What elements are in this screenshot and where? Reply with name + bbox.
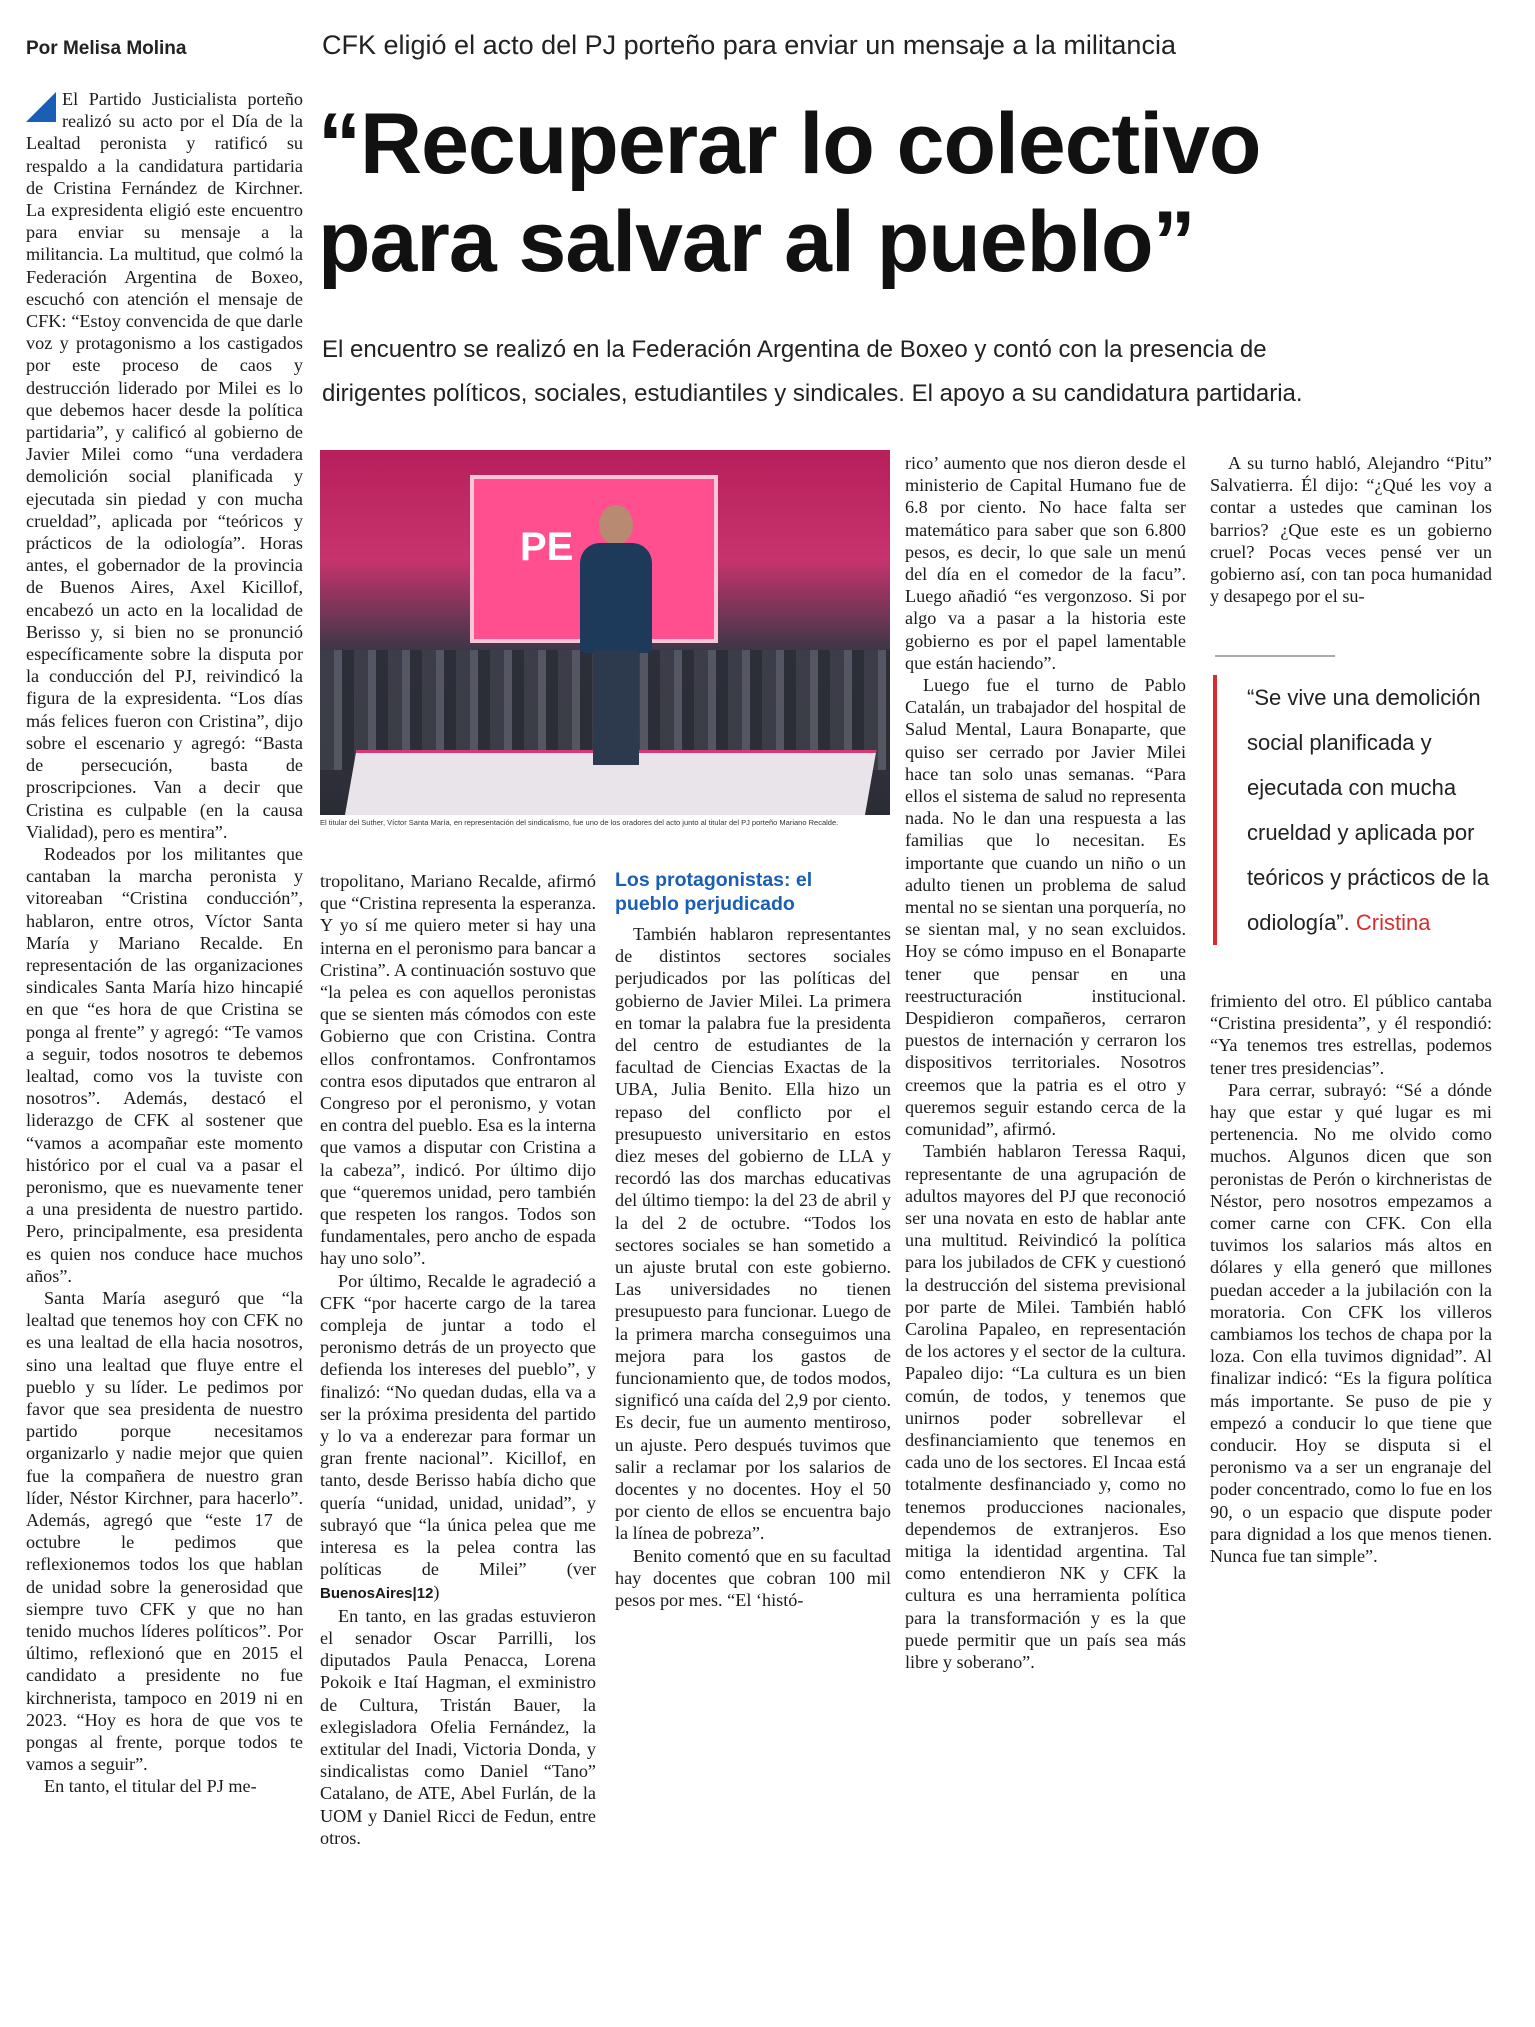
paragraph: En tanto, en las gradas estuvieron el senador Oscar Parrilli, los diputados Paula Penacca, Lorena Pokoik e Itaí Hagman, el exministro de Cultura, Tristán Bauer, la exlegisladora Ofelia Fernández, la extitular del Inadi, Victoria Donda, y sindicalistas como Daniel “Tano” Catalano, de ATE, Abel Furlán, de la UOM y Daniel Ricci de Fedun, entre otros. [320,1605,596,1848]
pullquote-attribution: Cristina [1355,910,1431,935]
speaker-figure [575,505,655,775]
subheadline-line: dirigentes políticos, sociales, estudiantiles y sindicales. El apoyo a su candidatura partidaria. [322,380,1303,407]
section-subhead: Los protagonistas: el pueblo perjudicado [615,869,813,915]
paragraph-text: Por último, Recalde le agradeció a CFK “por hacerte cargo de la tarea compleja de juntar a todo el peronismo detrás de un proyecto que defienda los intereses del pueblo”, y finalizó: “No quedan dudas, ella va a ser la próxima presidenta del partido y lo va a enderezar para formar un gran frente nacional”. Kicillof, en tanto, desde Berisso había dicho que quería “unidad, unidad, unidad”, y subrayó que “la única pelea que me interesa es la pelea contra las políticas de Milei” (ver [320,1270,596,1580]
article-photo [320,450,890,815]
paragraph [320,1270,596,1605]
pullquote [1213,675,1503,945]
article-column-6 [1210,990,1492,1567]
paragraph: Luego fue el turno de Pablo Catalán, un trabajador del hospital de Salud Mental, Laura Bonaparte, que quiso ser cerrado por Javier Milei hace tan solo unas semanas. “Para ellos el sistema de salud no representa nada. No le dan una respuesta a las familias que lo necesitan. Es importante que cuando un niño o un adulto tienen un problema de salud mental no se sientan una porquería, no se sientan mal, y no sean excluidos. Hoy se cómo impuso en el Bonaparte tener que pensar en una reestructuración institucional. Despidieron compañeros, cerraron puestos de internación y cerraron los dispositivos territoriales. Nosotros creemos que la patria es el otro y queremos seguir estando cerca de la comunidad”, afirmó. [905,675,1186,1140]
paragraph: En tanto, el titular del PJ me- [44,1776,257,1797]
paragraph: tropolitano, Mariano Recalde, afirmó que “Cristina representa la esperanza. Y yo sí me quiero meter si hay una interna en el peronismo para bancar a Cristina”. A continuación sostuvo que “la pelea es con aquellos peronistas que se sienten más cómodos con este Gobierno que con Cristina. Contra ellos confrontamos. Confrontamos contra esos diputados que entraron al Congreso por el peronismo, y votan en contra del pueblo. Esa es la interna que vamos a disputar con Cristina a la cabeza”, indicó. Por último dijo que “queremos unidad, pero también que respeten los rangos. Todos son fundamentales, pero ancho de espada hay uno solo”. [320,871,596,1269]
paragraph: Benito comentó que en su facultad hay docentes que cobran 100 mil pesos por mes. “El ‘histó- [615,1545,891,1611]
byline: Por Melisa Molina [26,38,187,59]
article-column-4 [905,452,1186,1673]
newspaper-reference: BuenosAires|12 [320,1584,434,1602]
paragraph: A su turno habló, Alejandro “Pitu” Salvatierra. Él dijo: “¿Qué les voy a contar a ustedes que caminan los barrios? ¿Que este es un gobierno cruel? Pocas veces pensé ver un gobierno así, con tan poca humanidad y desapego por el su- [1210,453,1492,607]
article-column-2 [320,870,596,1849]
photo-caption: El titular del Suther, Víctor Santa María, en representación del sindicalismo, fue uno de los oradores del acto junto al titular del PJ porteño Mariano Recalde. [320,818,839,827]
article-column-3 [615,923,891,1611]
paragraph: Santa María aseguró que “la lealtad que tenemos hoy con CFK no es una lealtad de ella hacia nosotros, sino una lealtad que fluye entre el pueblo y su líder. Le pedimos por favor que sea presidenta de nuestro partido porque necesitamos organizarlo y nadie mejor que quien fue la compañera de nuestro gran líder, Néstor Kirchner, para hacerlo”. Además, agregó que “este 17 de octubre le pedimos que reflexionemos todos los que hablan de unidad sobre la generosidad que siempre tuvo CFK y que no han tenido muchos líderes políticos”. Por último, reflexionó que en 2015 el candidato a presidente no fue kirchnerista, tampoco en 2019 ni en 2023. “Hoy es hora de que vos te pongas al frente, porque todos te vamos a seguir”. [26,1287,303,1775]
reference-close: ) [433,1581,440,1602]
paragraph: También hablaron representantes de distintos sectores sociales perjudicados por las políticas del gobierno de Javier Milei. La primera en tomar la palabra fue la presidenta del centro de estudiantes de la facultad de Ciencias Exactas de la UBA, Julia Benito. Ella hizo un repaso del conflicto por el presupuesto universitario en estos diez meses del gobierno de LLA y recordó las dos marchas educativas del último tiempo: la del 23 de abril y la del 2 de octubre. “Todos los sectores sociales se han sometido a un ajuste brutal con este gobierno. Las universidades no tienen presupuesto para funcionar. Luego de la primera marcha conseguimos una mejora para los gastos de funcionamiento que, de todos modos, significó una caída del 2,9 por ciento. Es decir, fue un aumento mentiroso, un ajuste. Pero después tuvimos que salir a reclamar por los salarios de docentes y no docentes. Hoy el 50 por ciento de ellos se encuentra bajo la línea de pobreza”. [615,924,891,1544]
subheadline-line: El encuentro se realizó en la Federación Argentina de Boxeo y contó con la presencia de [322,336,1267,363]
paragraph: rico’ aumento que nos dieron desde el ministerio de Capital Humano fue de 6.8 por ciento. No hace falta ser matemático para saber que son 6.800 pesos, es decir, lo que sale un menú del día en el comedor de la facu”. Luego añadió “es vergonzoso. Si por algo va a pasar a la historia este gobierno es por el papel lamentable que están haciendo”. [905,453,1186,673]
paragraph: frimiento del otro. El público cantaba “Cristina presidenta”, y él respondió: “Ya tenemos tres estrellas, podemos tener tres presidencias”. [1210,991,1492,1078]
kicker: CFK eligió el acto del PJ porteño para enviar un mensaje a la militancia [322,30,1176,60]
headline-line: “Recuperar lo colectivo [318,96,1261,192]
headline-line: para salvar al pueblo” [318,194,1195,290]
paragraph: Para cerrar, subrayó: “Sé a dónde hay que estar y qué lugar es mi pertenencia. No me olvido como muchos. Algunos dicen que son peronistas de Perón o kirchneristas de Néstor, pero nosotros empezamos a comer carne con CFK. Con ella tuvimos los salarios más altos en dólares y ella generó que millones puedan acceder a la jubilación con la moratoria. Con CFK los villeros cambiamos los techos de chapa por la loza. Con ella tuvimos dignidad”. Al finalizar indicó: “Es la figura política más importante. Se puso de pie y empezó a conducir lo que tiene que conducir. Hoy se disputa si el peronismo va a ser un engranaje del poder concentrado, como lo fue en los 90, o un espacio que dispute poder para dignidad a los que menos tienen. Nunca fue tan simple”. [1210,1079,1492,1567]
headline [318,95,1498,291]
lead-paragraph [26,88,303,843]
paragraph: También hablaron Teressa Raqui, representante de una agrupación de adultos mayores del PJ que reconoció ser una novata en esto de hablar ante una multitud. Reivindicó la política para los jubilados de CFK y cuestionó la destrucción del sistema previsional por parte de Milei. También habló Carolina Papaleo, en representación de los actores y el sector de la cultura. Papaleo dijo: “La cultura es un bien común, de todos, y tenemos que unirnos poder sobrellevar el desfinanciamiento que tenemos en cada uno de los sectores. El Incaa está totalmente desfinanciado y, como no tenemos producciones nacionales, dependemos de extranjeros. Eso mitiga la identidad argentina. Tal como entendieron NK y CFK la cultura es una herramienta política para la transformación y es la que puede permitir que un país sea más libre y soberano”. [905,1141,1186,1672]
paragraph-text: El Partido Justicialista porteño realizó su acto por el Día de la Lealtad peronista y ratificó su respaldo a la candidatura partidaria de Cristina Fernández de Kirchner. La expresidenta eligió este encuentro para enviar su mensaje a la militancia. La multitud, que colmó la Federación Argentina de Boxeo, escuchó con atención el mensaje de CFK: “Estoy convencida de que darle voz y protagonismo a los castigados por este proceso de caos y destrucción liderado por Milei es lo que debemos hacer desde la política partidaria”, y calificó al gobierno de Javier Milei como “una verdadera demolición social planificada y ejecutada sin piedad y con mucha crueldad”, aplicada por “teóricos y prácticos de la odiología”. Horas antes, el gobernador de la provincia de Buenos Aires, Axel Kicillof, encabezó un acto en la localidad de Berisso y, si bien no se pronunció específicamente sobre la disputa por la conducción del PJ, reivindicó la figura de la expresidenta. “Los días más felices fueron con Cristina”, dijo sobre el escenario y agregó: “Basta de persecución, basta de proscripciones. Van a decir que Cristina es culpable (en la causa Vialidad), pero es mentira”. [26,89,303,842]
article-column-5 [1210,452,1492,607]
pullquote-rule [1215,655,1335,657]
article-column-1 [26,88,303,1798]
stage-screen-text: PE [520,525,574,569]
pullquote-text: “Se vive una demolición social planificada y ejecutada con mucha crueldad y aplicada por teóricos y prácticos de la odiología”. [1247,685,1490,935]
paragraph: Rodeados por los militantes que cantaban la marcha peronista y vitoreaban “Cristina conducción”, hablaron, entre otros, Víctor Santa María y Mariano Recalde. En representación de las organizaciones sindicales Santa María hizo hincapié en que “es hora de que Cristina se ponga al frente” y agregó: “Te vamos a seguir, todos nosotros te debemos lealtad, como vos la tuviste con nosotros”. Además, destacó el liderazgo de CFK al sostener que “vamos a acompañar este momento histórico por el cual va a pasar el peronismo, que es nuevamente tener a una presidenta de nuestro partido. Pero, principalmente, esa presidenta es quien nos conduce hace muchos años”. [26,843,303,1286]
lead-marker-icon [26,92,56,122]
subheadline [322,328,1502,416]
